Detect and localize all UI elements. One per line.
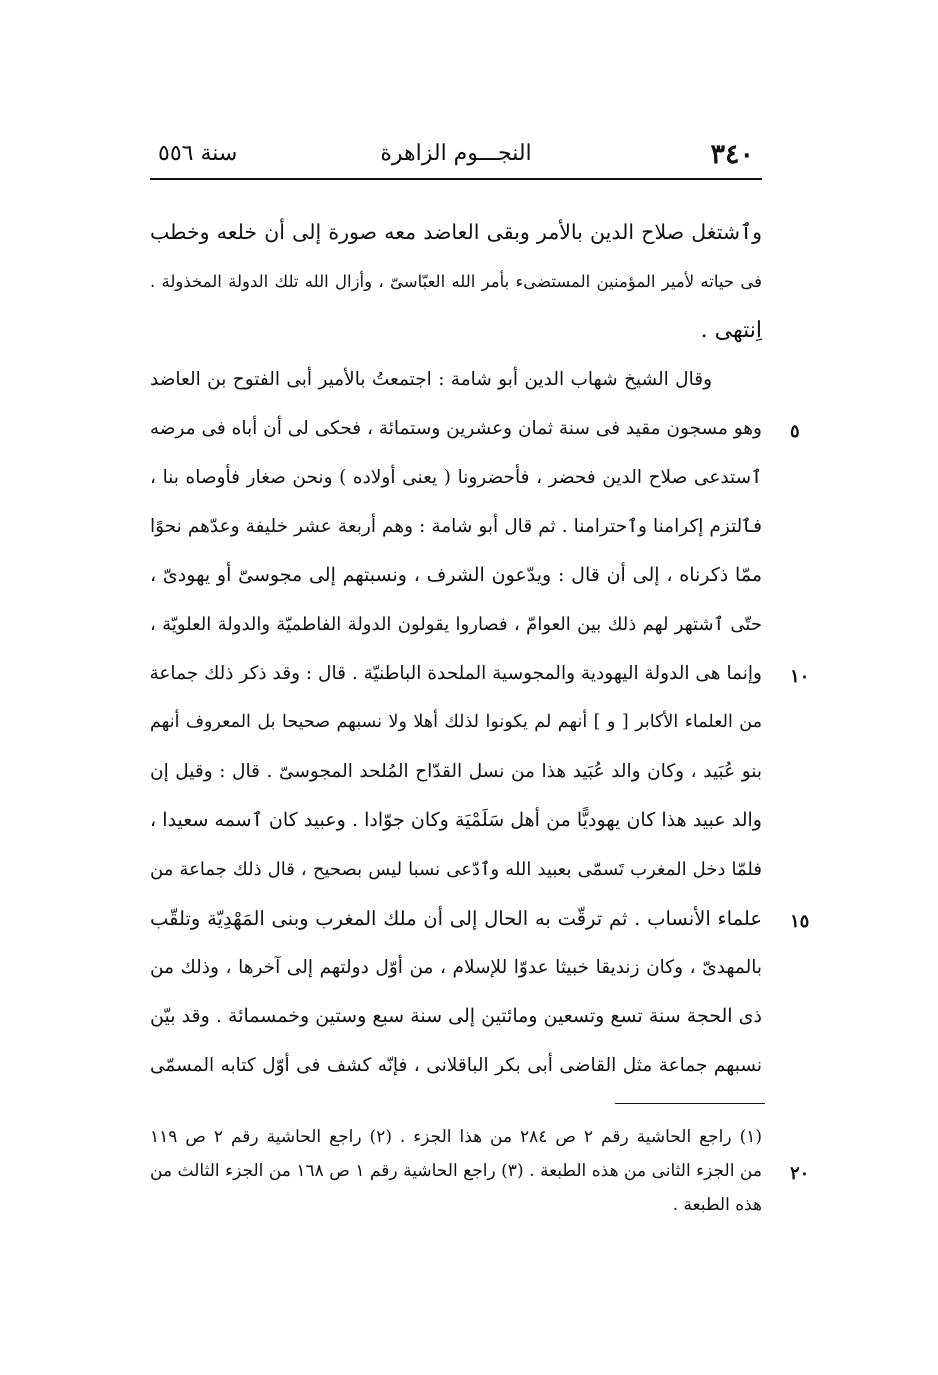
text-line: فلمّا دخل المغرب تَسمّى بعبيد الله وٱدّعى نسبا ليس بصحيح ، قال ذلك جماعة من — [150, 859, 762, 880]
text-line: ذى الحجة سنة تسع وتسعين ومائتين إلى سنة سبع وستين وخمسمائة . وقد بيّن — [150, 1005, 762, 1027]
text-line: وإنما هى الدولة اليهودية والمجوسية الملحدة الباطنيّة . قال : وقد ذكر ذلك جماعة — [149, 663, 762, 684]
page-number: ٣٤٠ — [710, 139, 754, 170]
footnote-line: (١) راجع الحاشية رقم ٢ ص ٢٨٤ من هذا الجزء . (٢) راجع الحاشية رقم ٢ ص ١١٩ — [150, 1127, 762, 1147]
line-number: ١٥ — [790, 911, 810, 932]
running-header — [150, 135, 762, 175]
footnote-line-number: ٢٠ — [790, 1163, 810, 1184]
text-line: نسبهم جماعة مثل القاضى أبى بكر الباقلانى ، فإنّه كشف فى أوّل كتابه المسمّى — [150, 1055, 762, 1076]
main-text — [150, 208, 762, 1090]
text-line: وٱشتغل صلاح الدين بالأمر وبقى العاضد معه صورة إلى أن خلعه وخطب — [150, 220, 762, 244]
text-line: فٱلتزم إكرامنا وٱحترامنا . ثم قال أبو شامة : وهم أربعة عشر خليفة وعدّهم نحوًا — [150, 516, 762, 537]
footnote-line: هذه الطبعة . — [672, 1195, 762, 1215]
line-number: ١٠ — [790, 666, 810, 687]
footnote-rule — [615, 1103, 765, 1104]
year-label: سنة ٥٥٦ — [158, 141, 238, 166]
text-line: والد عبيد هذا كان يهوديًّا من أهل سَلَمْيَة وكان جوّادا . وعبيد كان ٱسمه سعيدا ، — [150, 809, 762, 831]
text-line: اِنتهى . — [700, 318, 762, 343]
text-line: حتّى ٱشتهر لهم ذلك بين العوامّ ، فصاروا يقولون الدولة الفاطميّة والدولة العلويّة ، — [150, 614, 762, 635]
text-line: وقال الشيخ شهاب الدين أبو شامة : اجتمعتُ بالأمير أبى الفتوح بن العاضد — [150, 369, 712, 390]
text-line: وهو مسجون مقيد فى سنة ثمان وعشرين وستمائة ، فحكى لى أن أباه فى مرضه — [149, 418, 762, 439]
text-line: بالمهدىّ ، وكان زنديقا خبيثا عدوّا للإسلام ، من أوّل دولتهم إلى آخرها ، وذلك من — [150, 957, 762, 978]
text-line: بنو عُبَيد ، وكان والد عُبَيد هذا من نسل القدّاح المُلحد المجوسىّ . قال : وقيل إن — [150, 761, 762, 782]
footnotes — [150, 1120, 762, 1222]
text-line: ممّا ذكرناه ، إلى أن قال : ويدّعون الشرف ، ونسبتهم إلى مجوسىّ أو يهودىّ ، — [150, 564, 762, 586]
footnote-line: من الجزء الثانى من هذه الطبعة . (٣) راجع الحاشية رقم ١ ص ١٦٨ من الجزء الثالث من — [150, 1161, 762, 1181]
text-line: علماء الأنساب . ثم ترقّت به الحال إلى أن ملك المغرب وبنى المَهْدِيّة وتلقّب — [150, 907, 762, 930]
header-rule — [150, 178, 762, 180]
line-number: ٥ — [790, 421, 800, 442]
book-title: النجـــوم الزاهرة — [380, 141, 532, 166]
text-line: ٱستدعى صلاح الدين فحضر ، فأحضرونا ( يعنى أولاده ) ونحن صغار فأوصاه بنا ، — [150, 467, 762, 488]
text-line: فى حياته لأمير المؤمنين المستضىء بأمر الله العبّاسىّ ، وأزال الله تلك الدولة المخذولة . — [150, 272, 762, 291]
text-line: من العلماء الأكابر [ و ] أنهم لم يكونوا لذلك أهلا ولا نسبهم صحيحا بل المعروف أنهم — [150, 712, 762, 732]
